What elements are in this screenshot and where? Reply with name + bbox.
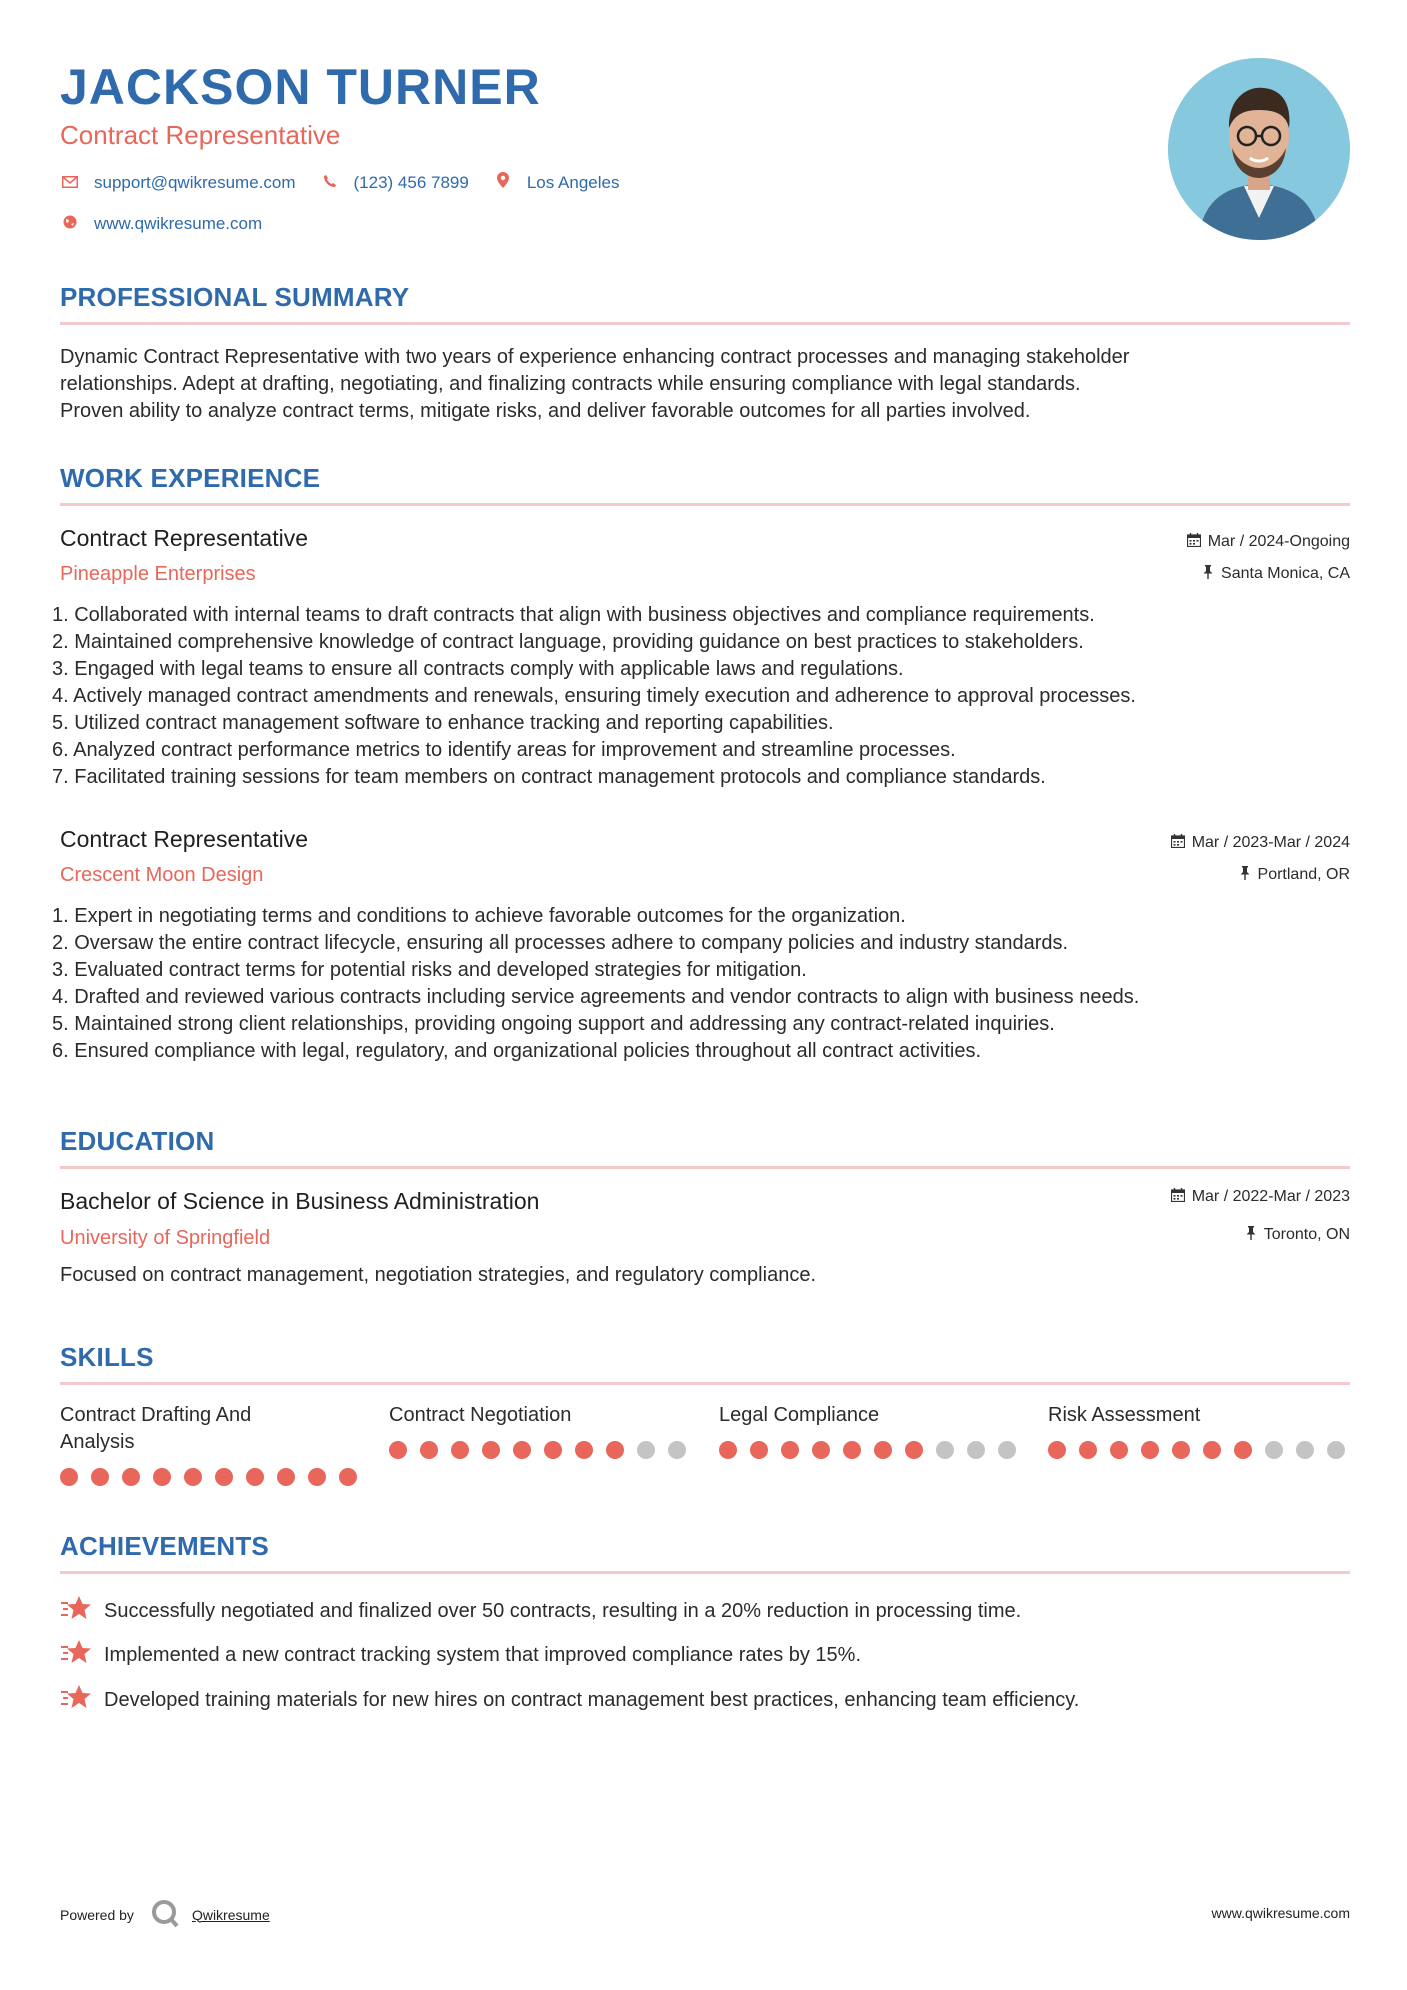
skill-dot-filled: [874, 1441, 892, 1459]
skill-rating: [1048, 1441, 1358, 1459]
website-row: [60, 214, 262, 234]
footer-url[interactable]: www.qwikresume.com: [1211, 1905, 1350, 1921]
skill-dot-filled: [1203, 1441, 1221, 1459]
list-item: 3. Engaged with legal teams to ensure all contracts comply with applicable laws and regulations.: [52, 658, 904, 680]
summary-line: Dynamic Contract Representative with two years of experience enhancing contract processes and managing stakeholder: [60, 346, 1130, 368]
skill-dot-filled: [575, 1441, 593, 1459]
list-item: 2. Oversaw the entire contract lifecycle, ensuring all processes adhere to company policies and industry standards.: [52, 932, 1069, 954]
skill-dot-filled: [246, 1468, 264, 1486]
phone-number[interactable]: (123) 456 7899: [353, 172, 469, 192]
calendar-icon: [1171, 1188, 1185, 1206]
list-item: 4. Drafted and reviewed various contracts including service agreements and vendor contracts to align with business needs.: [52, 986, 1140, 1008]
skill-dot-empty: [1327, 1441, 1345, 1459]
skill-dot-empty: [637, 1441, 655, 1459]
job-company: Crescent Moon Design: [60, 864, 264, 886]
skill-dot-empty: [936, 1441, 954, 1459]
job-title: Contract Representative: [60, 525, 309, 551]
pushpin-icon: [1202, 565, 1214, 583]
list-item: 6. Ensured compliance with legal, regulatory, and organizational policies throughout all contract activities.: [52, 1040, 982, 1062]
summary-heading: PROFESSIONAL SUMMARY: [60, 282, 410, 312]
education-heading: EDUCATION: [60, 1126, 215, 1156]
skill-dot-filled: [1141, 1441, 1159, 1459]
skill-dot-filled: [91, 1468, 109, 1486]
contact-row: [60, 172, 619, 193]
skill-name: [1048, 1402, 1200, 1429]
job-dates-text: Mar / 2024-Ongoing: [1207, 533, 1350, 550]
education-location: [1245, 1226, 1350, 1244]
list-item: 5. Utilized contract management software to enhance tracking and reporting capabilities.: [52, 712, 834, 734]
globe-icon: [60, 214, 80, 234]
achievement-item: [60, 1594, 1021, 1628]
profile-photo: [1168, 58, 1350, 240]
skill-name-line: Risk Assessment: [1048, 1404, 1201, 1426]
education-dates-text: Mar / 2022-Mar / 2023: [1191, 1188, 1350, 1205]
skill-name: [60, 1402, 251, 1456]
job-dates-text: Mar / 2023-Mar / 2024: [1191, 834, 1350, 851]
school-name: University of Springfield: [60, 1227, 271, 1249]
skill-dot-filled: [451, 1441, 469, 1459]
skill-dot-filled: [544, 1441, 562, 1459]
skill-dot-empty: [1296, 1441, 1314, 1459]
candidate-name: JACKSON TURNER: [60, 59, 541, 115]
experience-heading: WORK EXPERIENCE: [60, 463, 321, 493]
calendar-icon: [1187, 533, 1201, 551]
skill-dot-filled: [843, 1441, 861, 1459]
achievement-text: Successfully negotiated and finalized over 50 contracts, resulting in a 20% reduction in processing time.: [104, 1599, 1022, 1622]
job-bullets: [52, 602, 1136, 791]
skill-name-line: Contract Drafting And: [60, 1404, 252, 1426]
education-location-text: Toronto, ON: [1263, 1226, 1350, 1243]
job-location: [1202, 565, 1350, 583]
list-item: 7. Facilitated training sessions for team members on contract management protocols and compliance standards.: [52, 766, 1046, 788]
skill-name-line: Analysis: [60, 1431, 135, 1453]
skill-dot-filled: [1048, 1441, 1066, 1459]
job-dates: [1187, 533, 1350, 551]
skill-dot-filled: [308, 1468, 326, 1486]
skill-dot-empty: [668, 1441, 686, 1459]
skill-name: [389, 1402, 571, 1429]
candidate-title: Contract Representative: [60, 120, 341, 150]
achievements-heading: ACHIEVEMENTS: [60, 1531, 269, 1561]
email-icon: [60, 173, 80, 193]
education-dates: [1171, 1188, 1350, 1206]
powered-by-label: Powered by: [60, 1906, 134, 1923]
degree-title: Bachelor of Science in Business Administration: [60, 1188, 540, 1214]
list-item: 3. Evaluated contract terms for potential risks and developed strategies for mitigation.: [52, 959, 807, 981]
section-divider: [60, 1382, 1350, 1385]
pushpin-icon: [1245, 1226, 1257, 1244]
job-location: [1239, 866, 1350, 884]
section-divider: [60, 503, 1350, 506]
footer-branding: [60, 1898, 270, 1931]
skill-dot-empty: [998, 1441, 1016, 1459]
skill-dot-filled: [215, 1468, 233, 1486]
list-item: 1. Expert in negotiating terms and conditions to achieve favorable outcomes for the organization.: [52, 905, 906, 927]
list-item: 2. Maintained comprehensive knowledge of contract language, providing guidance on best practices to stakeholders.: [52, 631, 1084, 653]
location-pin-icon: [493, 172, 513, 193]
skill-dot-filled: [153, 1468, 171, 1486]
summary-line: Proven ability to analyze contract terms, mitigate risks, and deliver favorable outcomes for all parties involved.: [60, 400, 1031, 422]
job-location-text: Santa Monica, CA: [1221, 565, 1350, 582]
skill-dot-empty: [1265, 1441, 1283, 1459]
skill-dot-filled: [420, 1441, 438, 1459]
email-link[interactable]: support@qwikresume.com: [94, 172, 296, 192]
pushpin-icon: [1239, 866, 1251, 884]
skill-dot-filled: [389, 1441, 407, 1459]
skill-rating: [389, 1441, 699, 1459]
job-bullets: [52, 903, 1139, 1065]
skill-dot-empty: [967, 1441, 985, 1459]
skill-dot-filled: [513, 1441, 531, 1459]
star-icon: [60, 1683, 104, 1717]
skill-dot-filled: [1110, 1441, 1128, 1459]
skills-heading: SKILLS: [60, 1342, 154, 1372]
skill-name-line: Legal Compliance: [719, 1404, 880, 1426]
skill-dot-filled: [122, 1468, 140, 1486]
skill-dot-filled: [905, 1441, 923, 1459]
skill-name: [719, 1402, 879, 1429]
star-icon: [60, 1638, 104, 1672]
qwikresume-logo-icon: [150, 1898, 180, 1931]
section-divider: [60, 1571, 1350, 1574]
skill-rating: [719, 1441, 1029, 1459]
calendar-icon: [1171, 834, 1185, 852]
list-item: 6. Analyzed contract performance metrics to identify areas for improvement and streamline processes.: [52, 739, 956, 761]
summary-text: [60, 344, 1355, 425]
skill-dot-filled: [60, 1468, 78, 1486]
list-item: 5. Maintained strong client relationships, providing ongoing support and addressing any contract-related inquiries.: [52, 1013, 1055, 1035]
star-icon: [60, 1594, 104, 1628]
section-divider: [60, 322, 1350, 325]
summary-line: relationships. Adept at drafting, negotiating, and finalizing contracts while ensuring compliance with legal standards.: [60, 373, 1081, 395]
job-dates: [1171, 834, 1350, 852]
list-item: 1. Collaborated with internal teams to draft contracts that align with business objectives and compliance requirements.: [52, 604, 1095, 626]
skill-dot-filled: [781, 1441, 799, 1459]
skill-dot-filled: [750, 1441, 768, 1459]
qwikresume-link[interactable]: Qwikresume: [191, 1906, 270, 1923]
skill-dot-filled: [184, 1468, 202, 1486]
job-location-text: Portland, OR: [1257, 866, 1350, 883]
section-divider: [60, 1166, 1350, 1169]
skill-rating: [60, 1468, 370, 1486]
list-item: 4. Actively managed contract amendments and renewals, ensuring timely execution and adherence to approval processes.: [52, 685, 1136, 707]
location-text: Los Angeles: [526, 172, 620, 192]
website-link[interactable]: www.qwikresume.com: [94, 214, 263, 233]
education-description: Focused on contract management, negotiation strategies, and regulatory compliance.: [60, 1264, 816, 1286]
skill-dot-filled: [1234, 1441, 1252, 1459]
skill-dot-filled: [812, 1441, 830, 1459]
skill-dot-filled: [1172, 1441, 1190, 1459]
achievement-item: [60, 1683, 1079, 1717]
skill-name-line: Contract Negotiation: [389, 1404, 572, 1426]
achievement-item: [60, 1638, 861, 1672]
achievement-text: Developed training materials for new hires on contract management best practices, enhancing team efficiency.: [104, 1688, 1080, 1711]
skill-dot-filled: [482, 1441, 500, 1459]
skill-dot-filled: [277, 1468, 295, 1486]
skill-dot-filled: [339, 1468, 357, 1486]
skill-dot-filled: [606, 1441, 624, 1459]
skill-dot-filled: [719, 1441, 737, 1459]
phone-icon: [320, 173, 340, 193]
achievement-text: Implemented a new contract tracking system that improved compliance rates by 15%.: [104, 1643, 862, 1666]
skill-dot-filled: [1079, 1441, 1097, 1459]
job-company: Pineapple Enterprises: [60, 563, 256, 585]
job-title: Contract Representative: [60, 826, 309, 852]
